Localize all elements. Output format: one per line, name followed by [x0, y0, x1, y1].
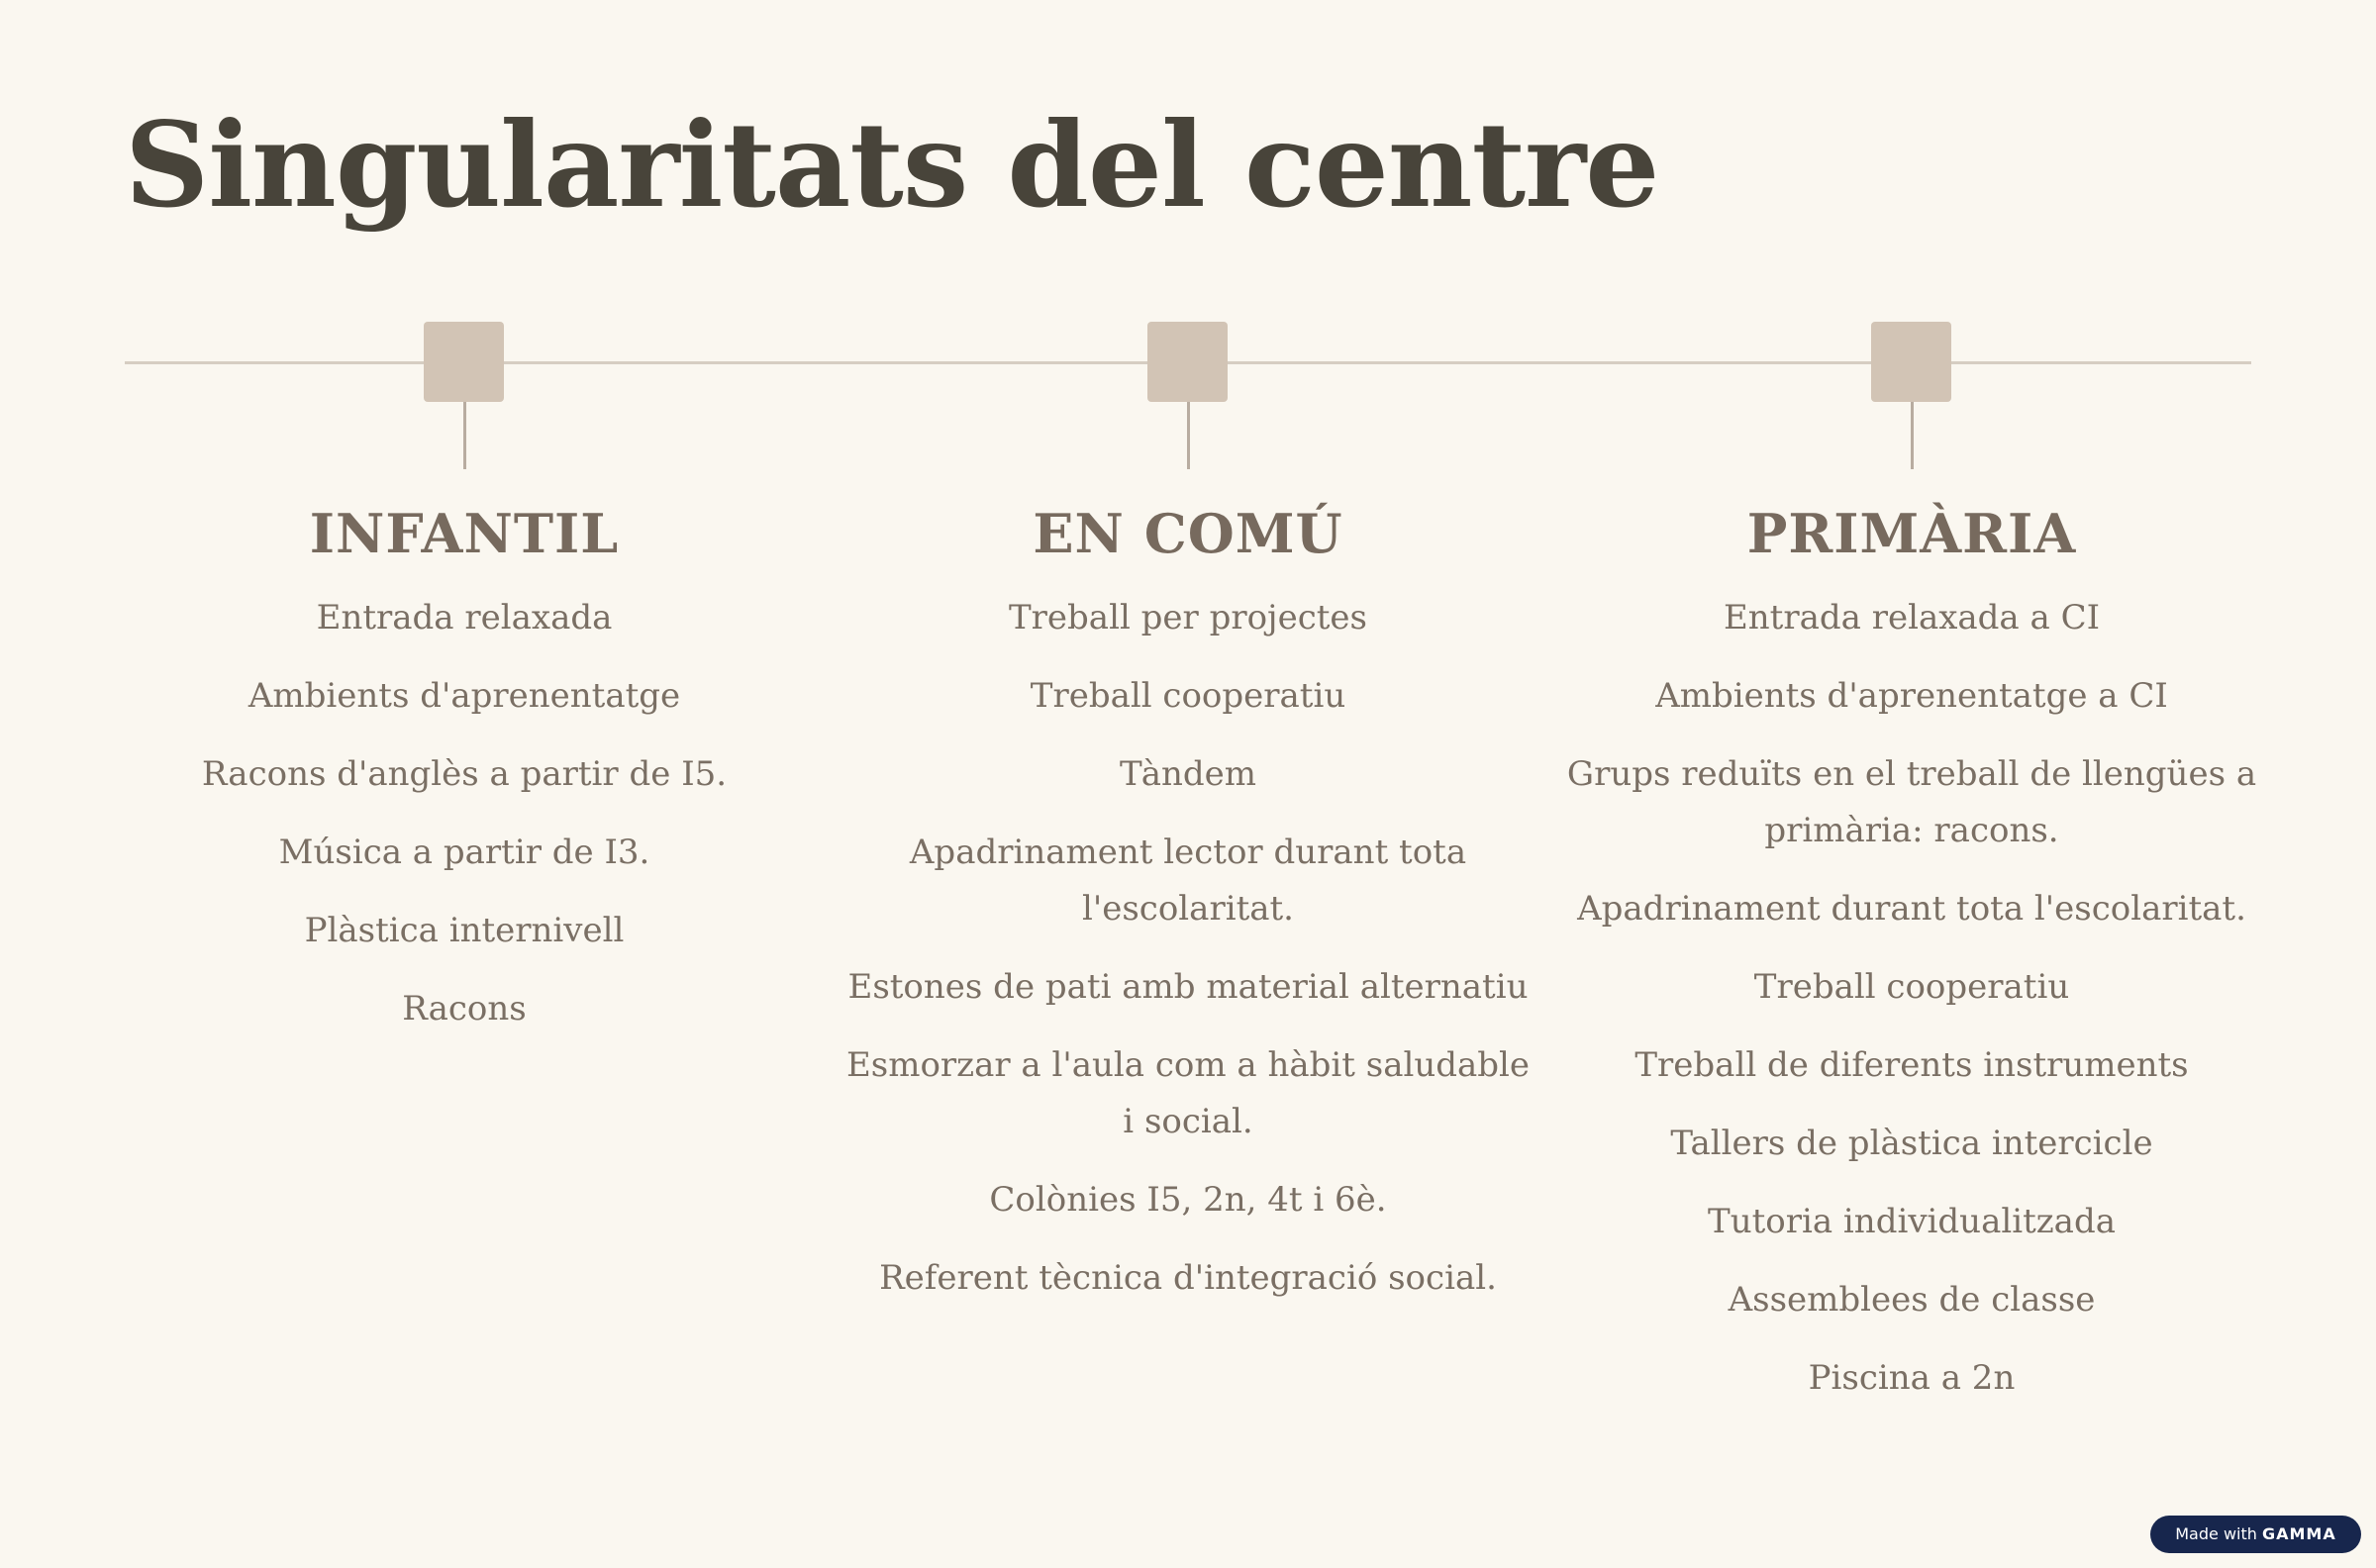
timeline-stem-infantil	[463, 402, 466, 469]
list-item: Ambients d'aprenentatge	[248, 676, 681, 716]
column-en-comu	[842, 495, 1534, 1328]
column-list	[1565, 590, 2258, 1407]
column-heading: EN COMÚ	[1033, 502, 1343, 565]
list-item: Entrada relaxada	[316, 598, 613, 637]
list-item: Ambients d'aprenentatge a CI	[1655, 676, 2168, 716]
list-item: Música a partir de I3.	[278, 833, 650, 872]
list-item: Assemblees de classe	[1728, 1280, 2096, 1320]
list-item: Racons	[402, 989, 527, 1029]
timeline-stem-en-comu	[1187, 402, 1190, 469]
list-item: Treball de diferents instruments	[1634, 1045, 2189, 1085]
timeline-marker-primaria	[1871, 322, 1951, 402]
list-item: Piscina a 2n	[1808, 1358, 2016, 1398]
list-item: Referent tècnica d'integració social.	[879, 1258, 1497, 1298]
badge-prefix: Made with	[2175, 1524, 2257, 1543]
list-item: Estones de pati amb material alternatiu	[847, 967, 1529, 1007]
list-item: Treball cooperatiu	[1030, 676, 1346, 716]
list-item: Tutoria individualitzada	[1708, 1202, 2116, 1241]
column-list	[842, 590, 1534, 1307]
timeline-marker-en-comu	[1147, 322, 1228, 402]
list-item: Racons d'anglès a partir de I5.	[201, 754, 728, 794]
column-heading: INFANTIL	[309, 502, 620, 565]
timeline-stem-primaria	[1911, 402, 1914, 469]
made-with-gamma-badge[interactable]	[2150, 1516, 2361, 1553]
page-title: Singularitats del centre	[125, 96, 1659, 234]
list-item: Esmorzar a l'aula com a hàbit saludable i social.	[845, 1045, 1531, 1141]
list-item: Apadrinament lector durant tota l'escolaritat.	[909, 833, 1467, 929]
gamma-logo: GAMMA	[2261, 1524, 2336, 1543]
column-list	[118, 590, 811, 1037]
list-item: Colònies I5, 2n, 4t i 6è.	[989, 1180, 1387, 1220]
list-item: Tàndem	[1120, 754, 1256, 794]
column-primaria	[1565, 495, 2258, 1428]
list-item: Grups reduïts en el treball de llengües a primària: racons.	[1566, 754, 2257, 850]
list-item: Plàstica internivell	[304, 911, 625, 950]
column-infantil	[118, 495, 811, 1059]
list-item: Entrada relaxada a CI	[1723, 598, 2101, 637]
list-item: Treball cooperatiu	[1753, 967, 2070, 1007]
list-item: Treball per projectes	[1008, 598, 1367, 637]
column-heading: PRIMÀRIA	[1746, 502, 2077, 565]
list-item: Tallers de plàstica intercicle	[1670, 1124, 2153, 1163]
timeline-marker-infantil	[424, 322, 504, 402]
list-item: Apadrinament durant tota l'escolaritat.	[1577, 889, 2246, 929]
